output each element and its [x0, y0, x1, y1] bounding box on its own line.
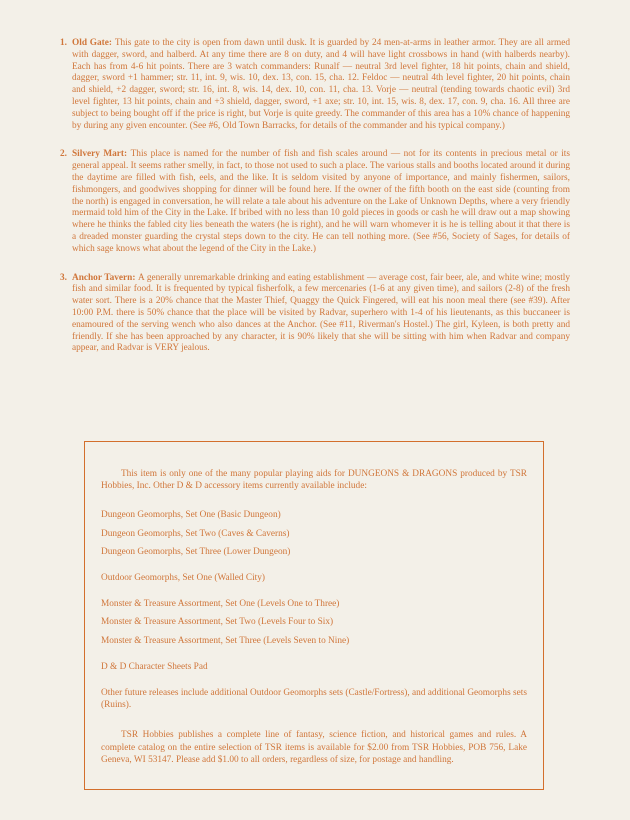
ad-product-item: Outdoor Geomorphs, Set One (Walled City): [101, 573, 265, 584]
entry-body: [72, 273, 570, 356]
entry-number: 1.: [60, 38, 67, 48]
ad-product-item: D & D Character Sheets Pad: [101, 661, 208, 672]
entry-body: [72, 38, 570, 132]
ad-product-item: Dungeon Geomorphs, Set Three (Lower Dungeon): [101, 546, 291, 557]
ad-catalog-info: TSR Hobbies publishes a complete line of fantasy, science fiction, and historical games and rules. A complete catalog on the entire selection of TSR items is available for $2.00 from TSR Hobbies, POB 756, Lake Geneva, WI 53147. Please add $1.00 to all orders, regardless of size, for postage and handling.: [101, 730, 527, 765]
entry-number: 3.: [60, 272, 67, 283]
entry-text: This place is named for the number of fish and fish scales around — not for its contents in precious metal or its general appeal. It seems rather smelly, in fact, to those not used to such a place. The various stalls and booths located around it during the daytime are filled with fish, eels, and the like. It is seldom visited by anyone of importance, and mainly fishermen, sailors, fishmongers, and goodwives shopping for dinner will be found here. If the owner of the fifth booth on the east side (counting from the north) is engaged in conversation, he will relate a tale about his adventure on the Lake of Unknown Depths, where a very friendly mermaid told him of the City in the Lake. If bribed with no less than 10 gold pieces in goods or cash he will draw out a map showing where he thinks the fabled city lies beneath the waters (he is right), and he will warn whomever it is he is telling about it that there is a dreaded monster guarding the crystal steps down to the city. He can tell nothing more. (See #56, Society of Sages, for details of which sage knows what about the legend of the City in the Lake.): [72, 149, 570, 254]
location-entries: [60, 38, 570, 372]
entry-body: [72, 149, 570, 255]
entry-title: Anchor Tavern :: [72, 273, 138, 283]
entry-title: Old Gate :: [72, 38, 115, 48]
ad-product-group-monster-treasure: [101, 598, 527, 647]
entry-silvery-mart: [60, 149, 570, 255]
ad-future-releases: Other future releases include additional Outdoor Geomorphs sets (Castle/Fortress), and additional Geomorphs sets (Ruins).: [101, 688, 527, 711]
ad-product-group-dungeon-geomorphs: [101, 509, 527, 558]
ad-product-item: Dungeon Geomorphs, Set Two (Caves & Caverns): [101, 528, 290, 539]
entry-anchor-tavern: [60, 273, 570, 356]
ad-product-group-character-sheets: [101, 661, 527, 673]
ad-intro: This item is only one of the many popular playing aids for DUNGEONS & DRAGONS produced by TSR Hobbies, Inc. Other D & D accessory items currently available include:: [101, 469, 527, 492]
ad-product-group-outdoor-geomorphs: [101, 572, 527, 584]
tsr-advertisement-box: [84, 441, 544, 790]
entry-title: Silvery Mart :: [72, 149, 131, 159]
ad-product-item: Monster & Treasure Assortment, Set Two (Levels Four to Six): [101, 617, 334, 628]
entry-text: This gate to the city is open from dawn until dusk. It is guarded by 24 men-at-arms in leather armor. They are all armed with dagger, sword, and halberd. At any time there are 8 on duty, and 4 will have light crossbows in hand (with halberds nearby). Each has from 4-6 hit points. There are 3 watch commanders: Runalf — neutral 3rd level fighter, 18 hit points, chain and shield, dagger, sword +1 hammer; str. 11, int. 9, wis. 10, dex. 13, con. 15, cha. 12. Feldoc — neutral 4th level fighter, 20 hit points, chain and shield, +2 dagger, sword; str. 16, int. 8, wis. 14, dex. 10, con. 11, cha. 13. Vorje — neutral (tending towards chaotic evil) 3rd level fighter, 13 hit points, chain and +3 shield, dagger, sword, +1 axe; str. 10, int. 15, wis. 8, dex. 17, con. 9, cha. 16. All three are subject to being bought off if the price is right, but Vorje is quite greedy. The commander of this area has a 10% chance of happening by during any given encounter. (See #6, Old Town Barracks, for details of the commander and his typical company.): [72, 38, 570, 131]
entry-number: 2.: [60, 149, 67, 160]
entry-old-gate: [60, 38, 570, 132]
ad-product-item: Monster & Treasure Assortment, Set Three (Levels Seven to Nine): [101, 635, 350, 646]
entry-text: A generally unremarkable drinking and eating establishment — average cost, fair beer, ale, and white wine; mostly fish and similar food. It is frequented by typical fisherfolk, a few mercenaries (1-6 at any given time), and sailors (2-8) of the fresh water sort. There is a 20% chance that the Master Thief, Quaggy the Quick Fingered, will eat his noon meal there (see #39). After 10:00 P.M. there is 50% chance that the place will be visited by Radvar, superhero with 1-4 of his lieutenants, as this buccaneer is enamoured of the serving wench who also dances at the Anchor. (See #11, Riverman's Hostel.) The girl, Kyleen, is both pretty and friendly. If she has been approached by any character, it is 90% likely that she will be sitting with him when Radvar and company appear, and Radvar is VERY jealous.: [72, 272, 571, 354]
ad-product-item: Dungeon Geomorphs, Set One (Basic Dungeon): [101, 510, 281, 521]
ad-product-item: Monster & Treasure Assortment, Set One (Levels One to Three): [101, 599, 340, 610]
